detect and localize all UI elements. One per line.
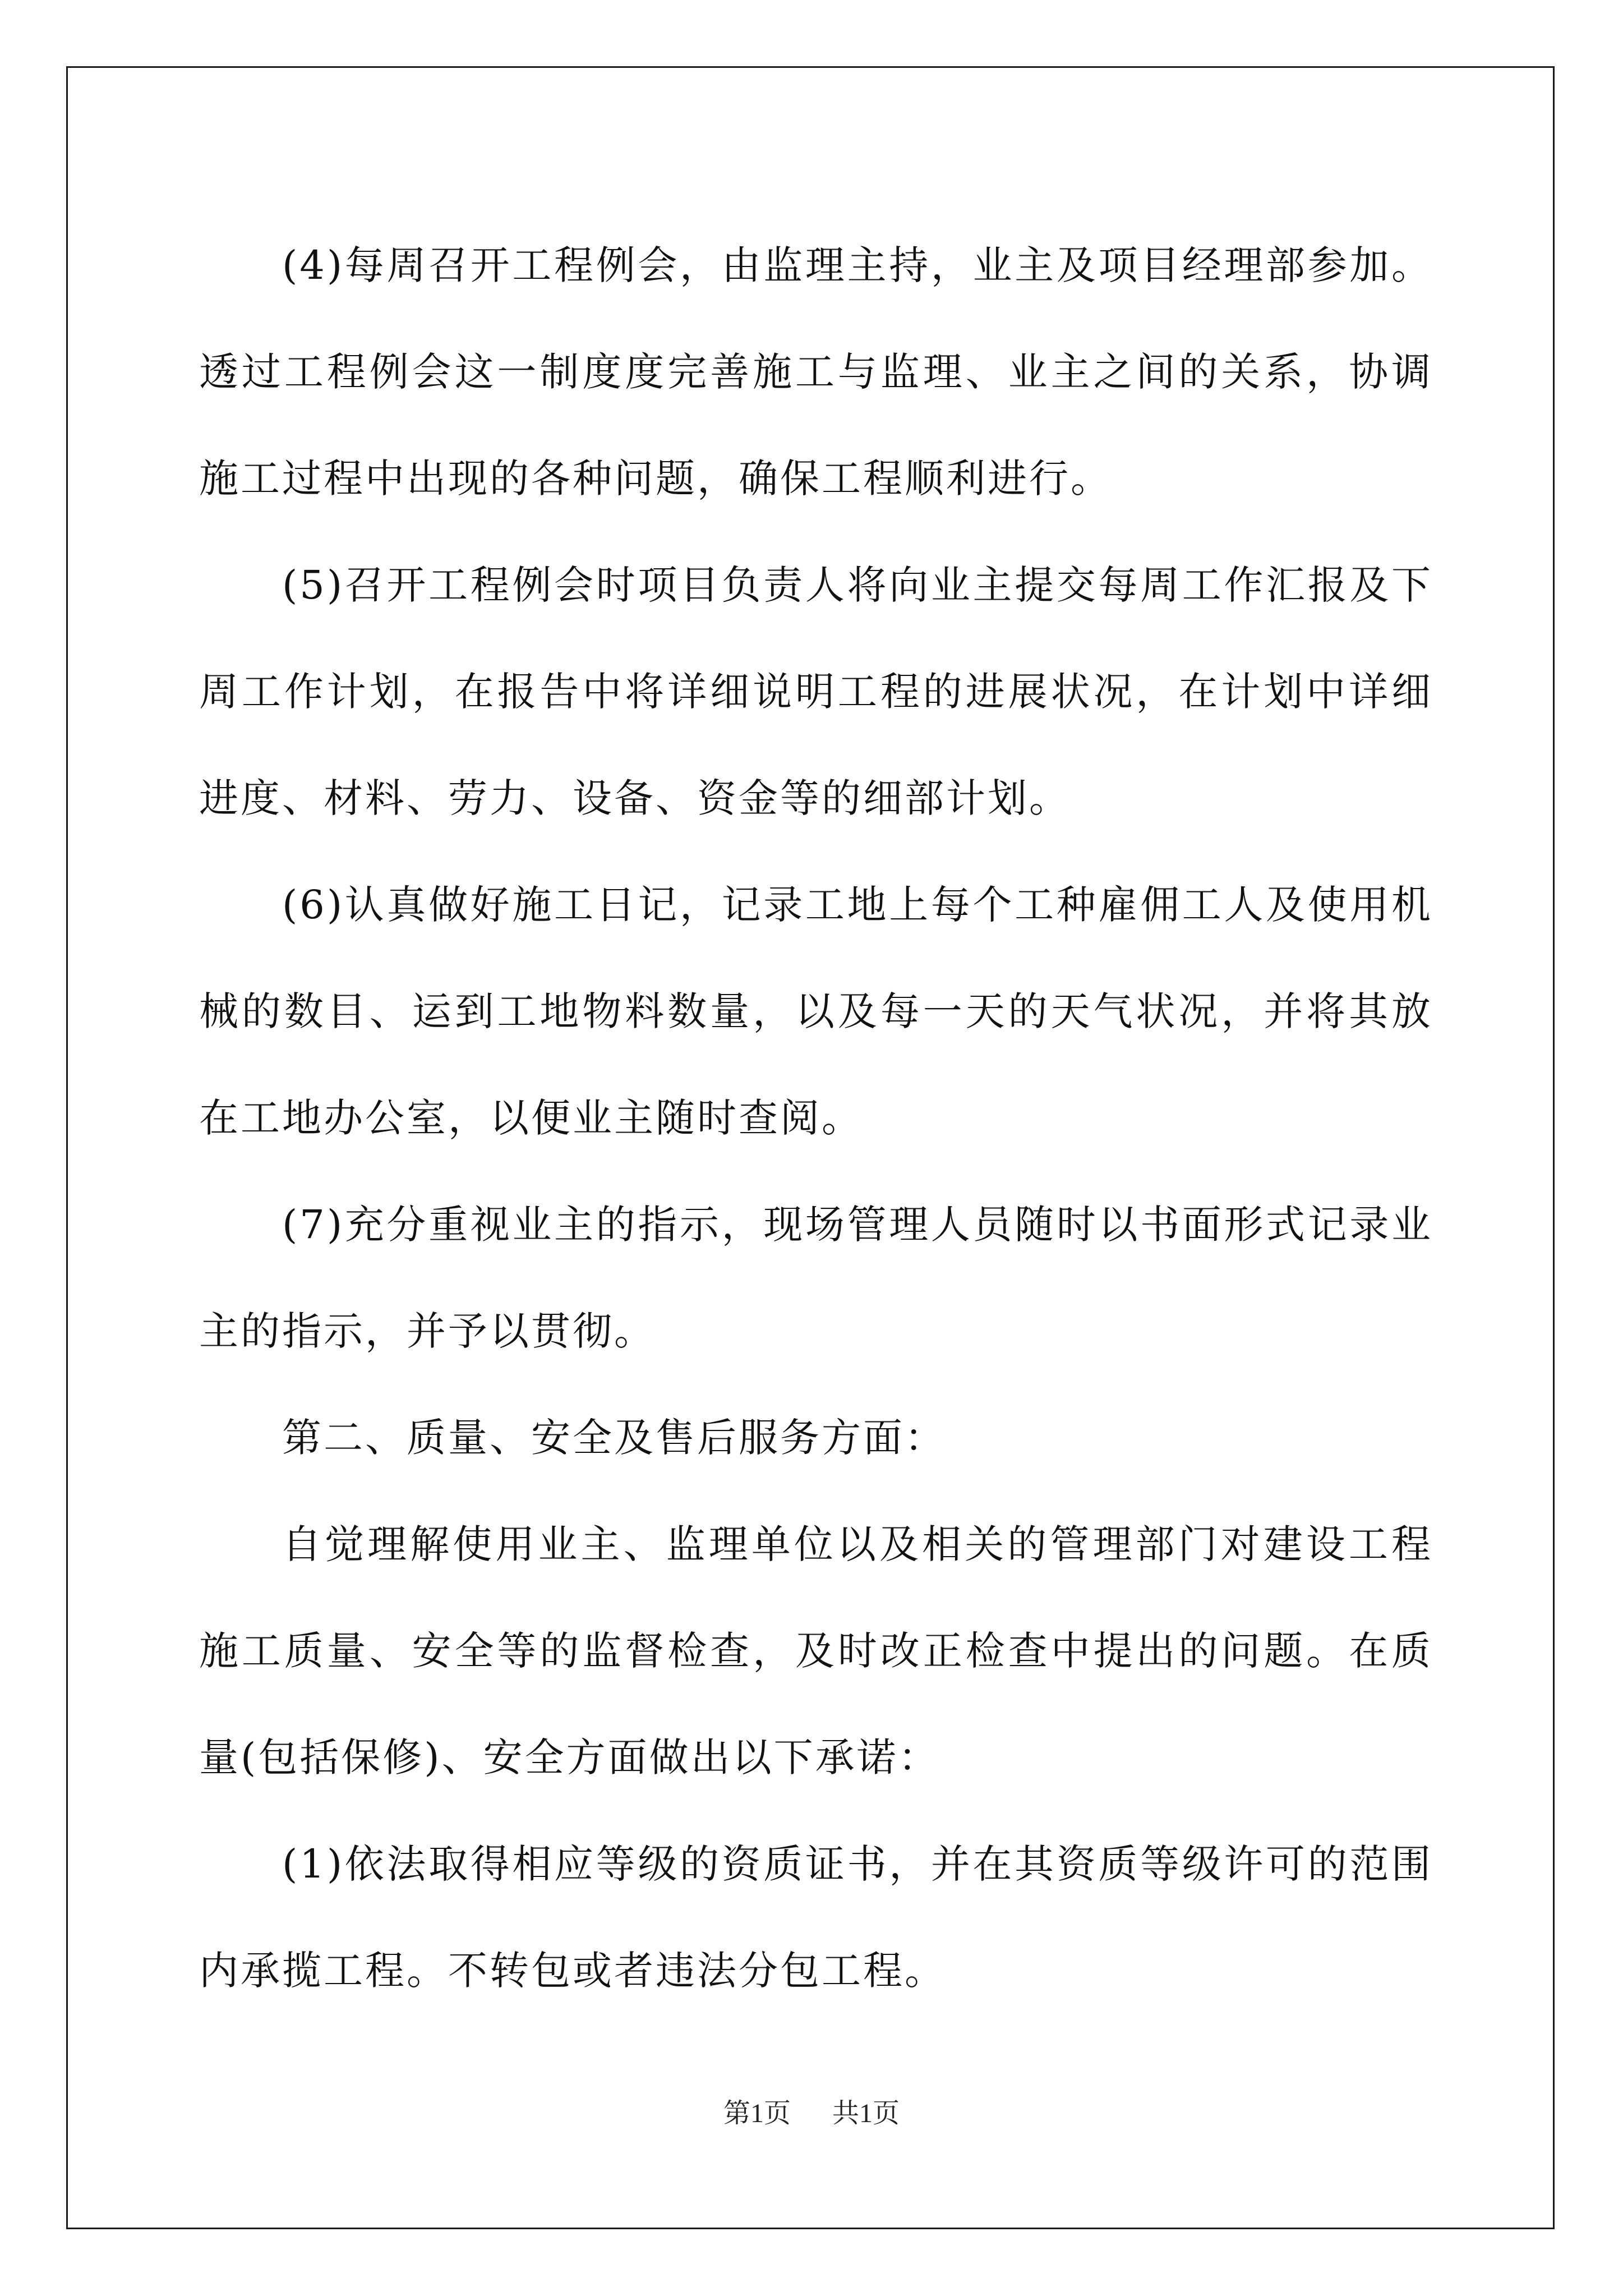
paragraph-4: (4)每周召开工程例会，由监理主持，业主及项目经理部参加。透过工程例会这一制度度完善施工与监理、业主之间的关系，协调施工过程中出现的各种问题，确保工程顺利进行。: [199, 242, 1433, 501]
paragraph-1: (1)依法取得相应等级的资质证书，并在其资质等级许可的范围内承揽工程。不转包或者违法分包工程。: [199, 1841, 1433, 1994]
document-body: [199, 212, 1433, 2024]
paragraph-intro: 自觉理解使用业主、监理单位以及相关的管理部门对建设工程施工质量、安全等的监督检查，及时改正检查中提出的问题。在质量(包括保修)、安全方面做出以下承诺：: [199, 1521, 1433, 1780]
paragraph-7: (7)充分重视业主的指示，现场管理人员随时以书面形式记录业主的指示，并予以贯彻。: [199, 1202, 1433, 1354]
page-number: 第1页: [723, 2099, 791, 2128]
page-total: 共1页: [832, 2099, 900, 2128]
paragraph-5: (5)召开工程例会时项目负责人将向业主提交每周工作汇报及下周工作计划，在报告中将详细说明工程的进展状况，在计划中详细进度、材料、劳力、设备、资金等的细部计划。: [199, 562, 1433, 821]
paragraph-6: (6)认真做好施工日记，记录工地上每个工种雇佣工人及使用机械的数目、运到工地物料数量，以及每一天的天气状况，并将其放在工地办公室，以便业主随时查阅。: [199, 882, 1433, 1141]
page-footer: [0, 2097, 1623, 2131]
section-heading: 第二、质量、安全及售后服务方面：: [282, 1415, 946, 1461]
